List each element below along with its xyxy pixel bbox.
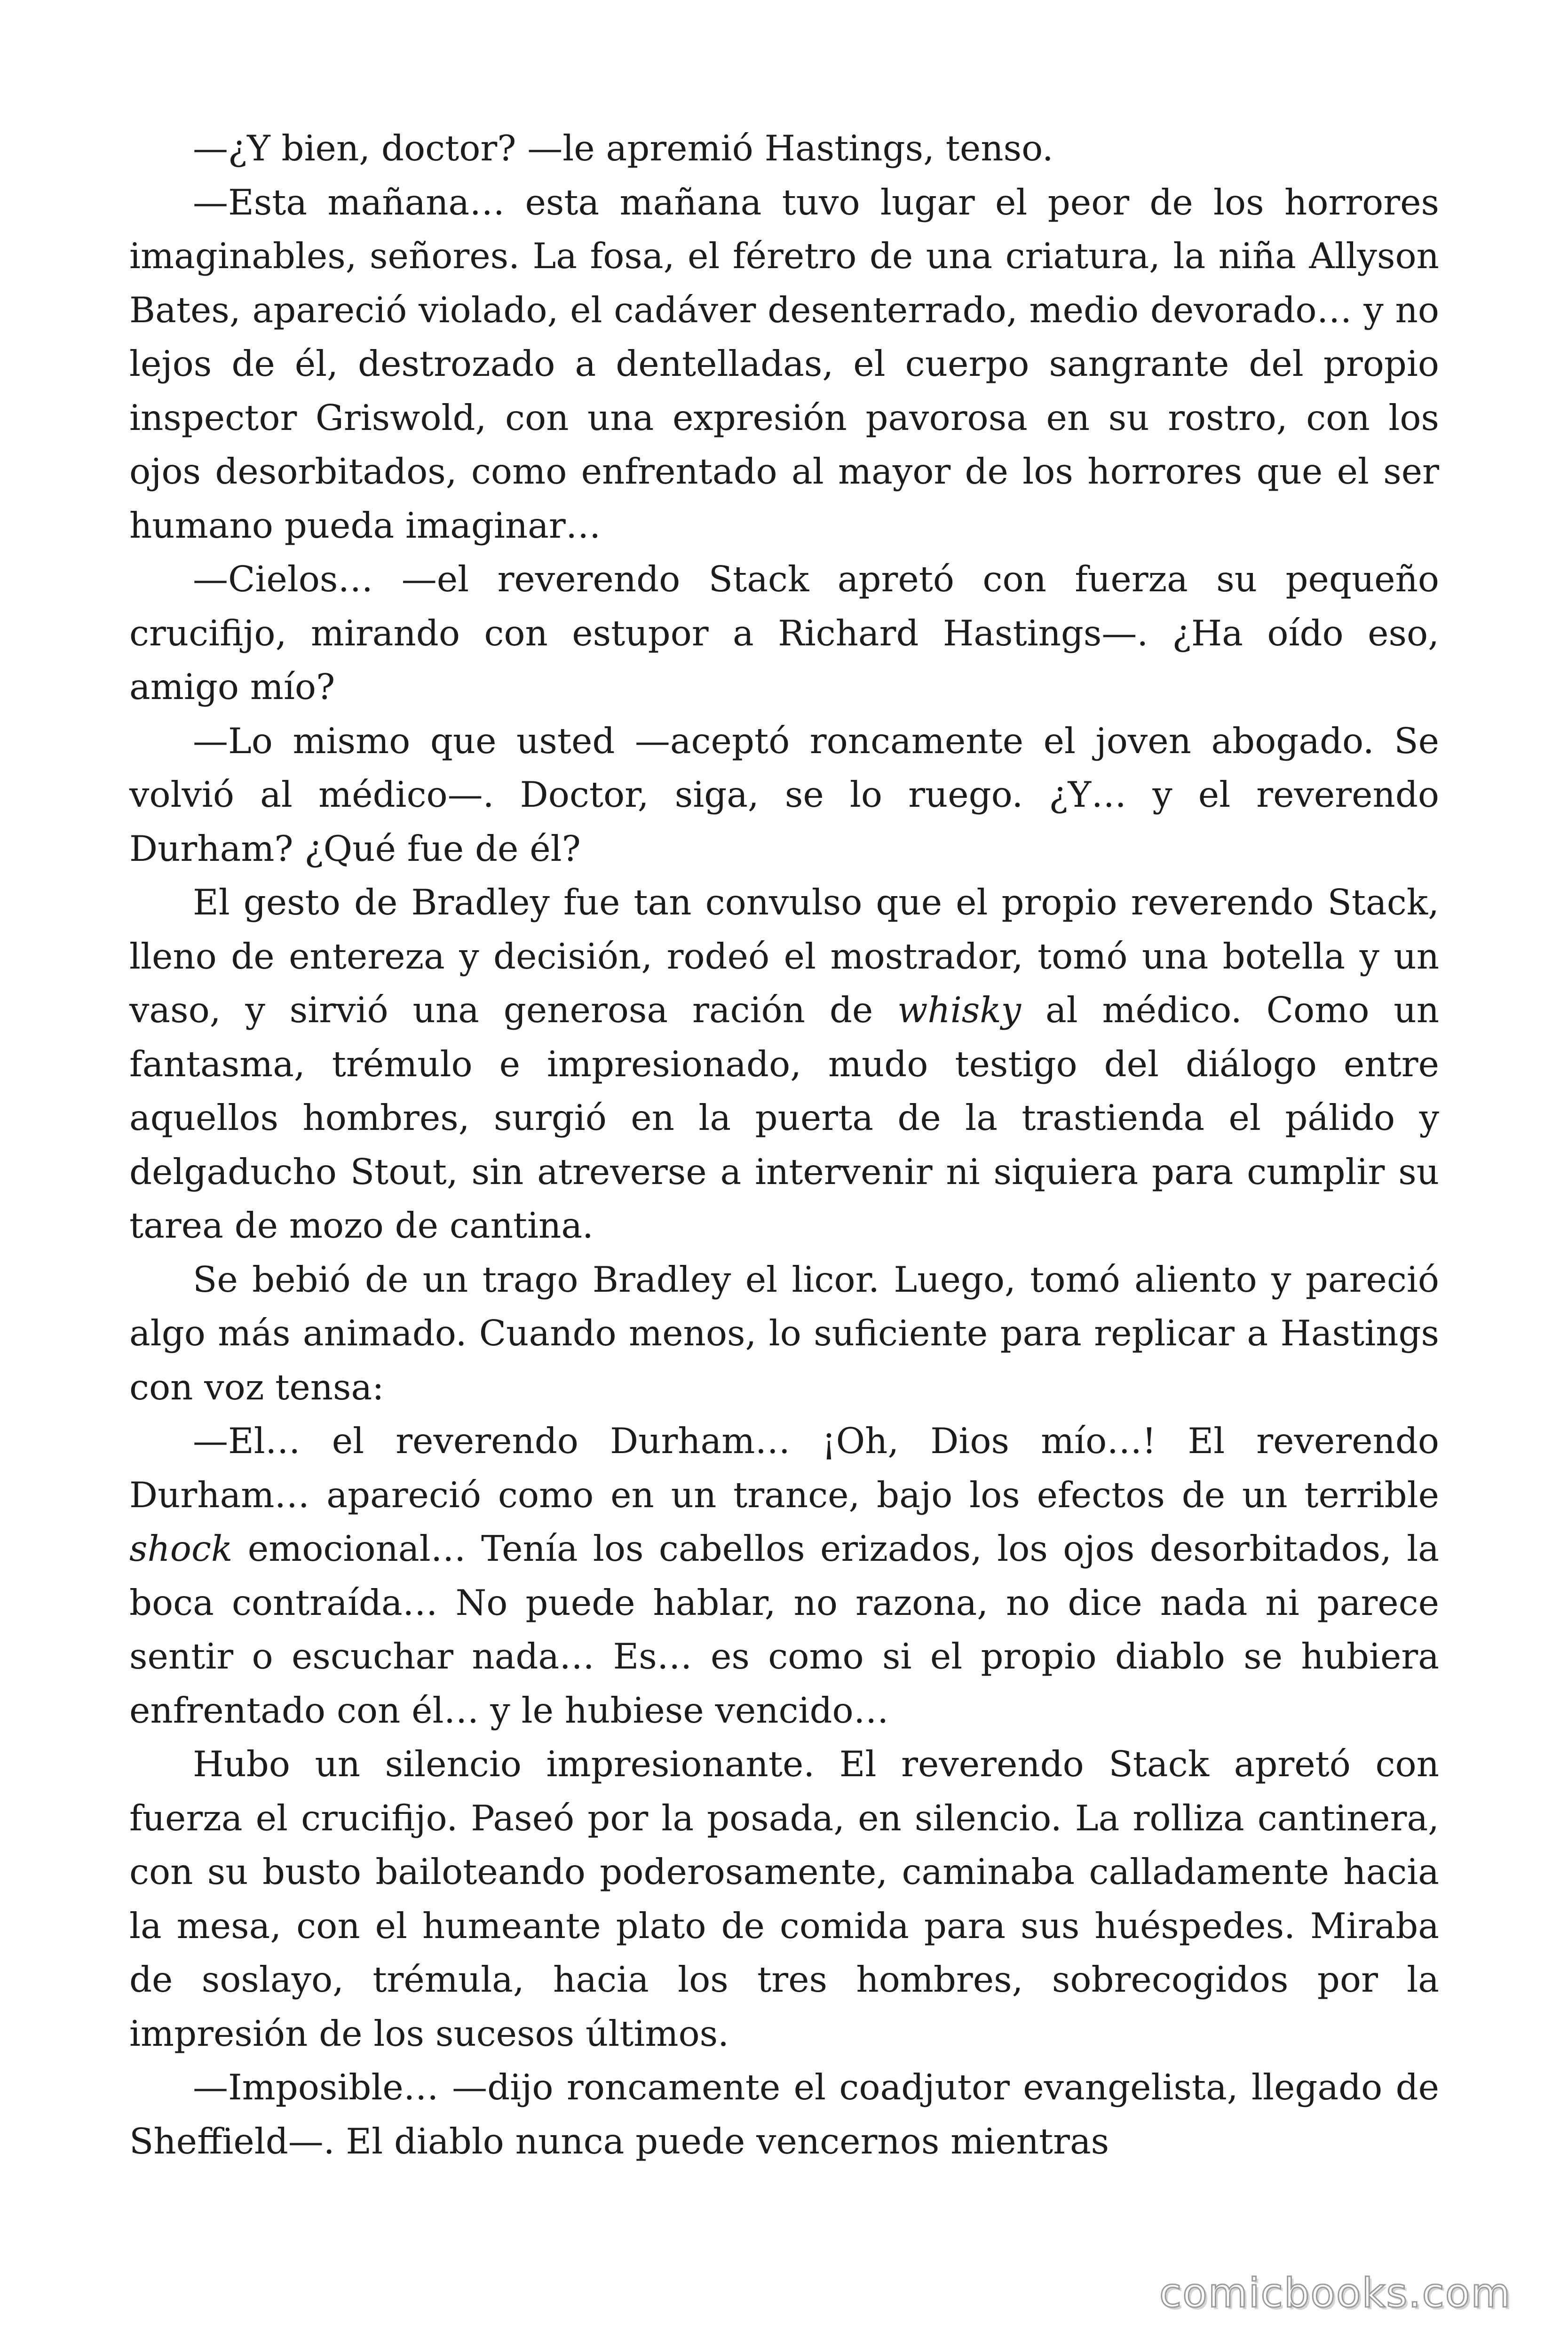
paragraph	[129, 1737, 1439, 2060]
text-run: emocional… Tenía los cabellos erizados, los ojos desorbitados, la boca contraída… No puede hablar, no razona, no dice nada ni parece sentir o escuchar nada… Es… es como si el propio diablo se hubiera enfrentado con él… y le hubiese vencido…	[129, 1528, 1439, 1731]
text-run: —Esta mañana… esta mañana tuvo lugar el peor de los horrores imaginables, señores. La fosa, el féretro de una criatura, la niña Allyson Bates, apareció violado, el cadáver desenterrado, medio devorado… y no lejos de él, destrozado a dentelladas, el cuerpo sangrante del propio inspector Griswold, con una expresión pavorosa en su rostro, con los ojos desorbitados, como enfrentado al mayor de los horrores que el ser humano pueda imaginar…	[129, 181, 1439, 546]
paragraph	[129, 1253, 1439, 1414]
paragraph	[129, 714, 1439, 876]
text-run: —¿Y bien, doctor? —le apremió Hastings, tenso.	[193, 127, 1053, 169]
text-run: —Imposible… —dijo roncamente el coadjutor evangelista, llegado de Sheffield—. El diablo nunca puede vencernos mientras	[129, 2066, 1439, 2162]
text-run: —El… el reverendo Durham… ¡Oh, Dios mío…! El reverendo Durham… apareció como en un trance, bajo los efectos de un terrible	[129, 1420, 1439, 1516]
text-run: El gesto de Bradley fue tan convulso que el propio reverendo Stack, lleno de entereza y decisión, rodeó el mostrador, tomó una botella y un vaso, y sirvió una generosa ración de	[129, 882, 1439, 1031]
text-run: Hubo un silencio impresionante. El reverendo Stack apretó con fuerza el crucifijo. Paseó por la posada, en silencio. La rolliza cantinera, con su busto bailoteando poderosamente, caminaba calladamente hacia la mesa, con el humeante plato de comida para sus huéspedes. Miraba de soslayo, trémula, hacia los tres hombres, sobrecogidos por la impresión de los sucesos últimos.	[129, 1743, 1439, 2054]
paragraph	[129, 2060, 1439, 2168]
watermark: comicbooks.com	[1159, 2270, 1512, 2317]
paragraph	[129, 1414, 1439, 1737]
book-page-text	[129, 121, 1439, 2168]
paragraph	[129, 552, 1439, 714]
paragraph	[129, 175, 1439, 553]
text-run: Se bebió de un trago Bradley el licor. Luego, tomó aliento y pareció algo más animado. Cuando menos, lo suficiente para replicar a Hastings con voz tensa:	[129, 1258, 1439, 1408]
italic-text: shock	[129, 1528, 233, 1569]
italic-text: whisky	[897, 989, 1022, 1031]
text-run: —Lo mismo que usted —aceptó roncamente el joven abogado. Se volvió al médico—. Doctor, siga, se lo ruego. ¿Y… y el reverendo Durham? ¿Qué fue de él?	[129, 720, 1439, 869]
text-run: al médico. Como un fantasma, trémulo e impresionado, mudo testigo del diálogo entre aquellos hombres, surgió en la puerta de la trastienda el pálido y delgaducho Stout, sin atreverse a intervenir ni siquiera para cumplir su tarea de mozo de cantina.	[129, 989, 1439, 1246]
paragraph	[129, 875, 1439, 1253]
text-run: —Cielos… —el reverendo Stack apretó con fuerza su pequeño crucifijo, mirando con estupor a Richard Hastings—. ¿Ha oído eso, amigo mío?	[129, 558, 1439, 707]
paragraph	[129, 121, 1439, 175]
